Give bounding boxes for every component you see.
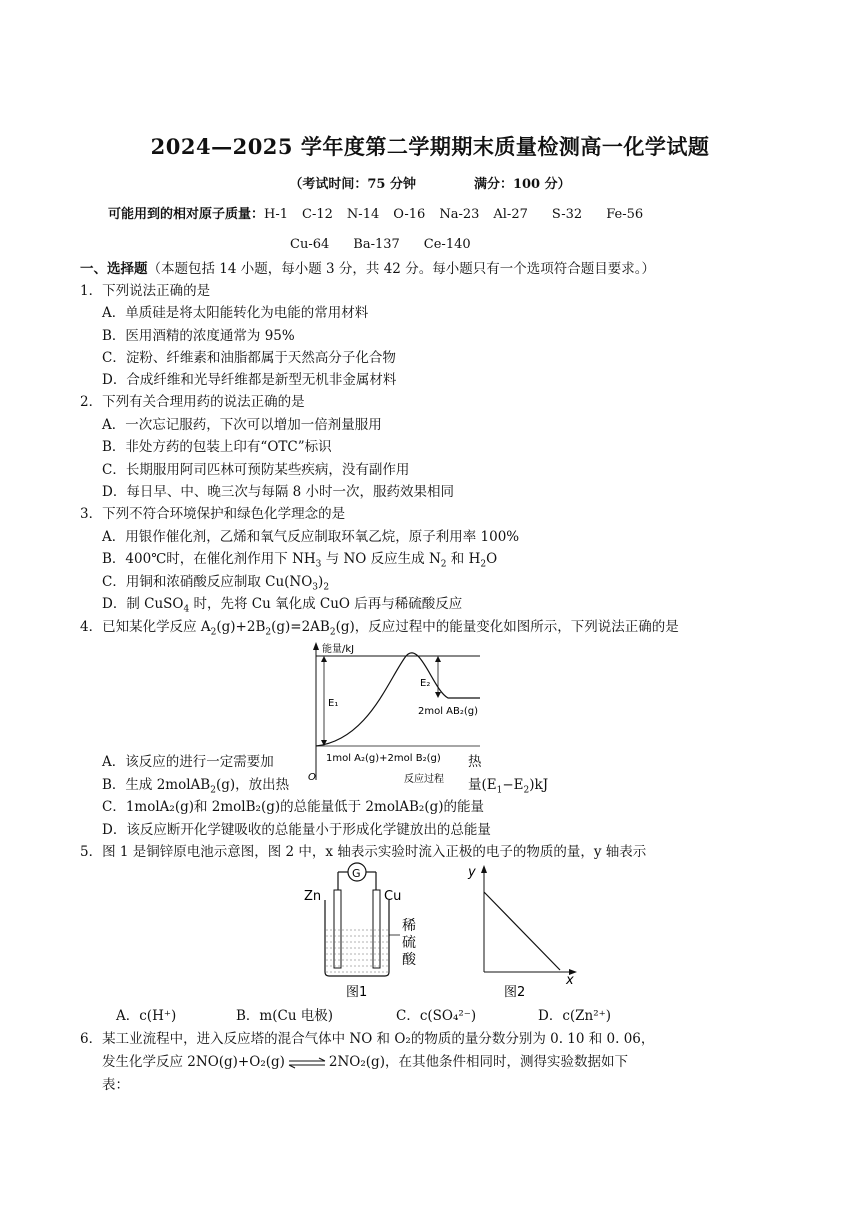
atom-mass: H-1 xyxy=(264,207,289,222)
atom-mass: S-32 xyxy=(551,207,583,222)
atom-mass: Ba-137 xyxy=(353,237,400,252)
q3-option-d: D．制 CuSO$_4$ 时，先将 Cu 氧化成 CuO 后再与稀硫酸反应 xyxy=(102,596,463,615)
origin-label: O xyxy=(308,772,316,783)
product-label: 2mol AB₂(g) xyxy=(418,706,479,717)
q3-option-a: A．用银作催化剂，乙烯和氧气反应制取环氧乙烷，原子利用率 100% xyxy=(102,529,520,545)
q1-option-a: A．单质硅是将太阳能转化为电能的常用材料 xyxy=(102,305,369,321)
zn-label: Zn xyxy=(304,889,322,904)
q5-stem: 5．图 1 是铜锌原电池示意图，图 2 中，x 轴表示实验时流入正极的电子的物质的量，y 轴表示 xyxy=(80,844,647,860)
atom-mass: Ce-140 xyxy=(423,237,471,252)
atom-mass: Cu-64 xyxy=(290,237,330,252)
atom-mass: O-16 xyxy=(393,207,426,222)
q1-option-d: D．合成纤维和光导纤维都是新型无机非金属材料 xyxy=(102,372,397,388)
atomic-masses-row1 xyxy=(108,203,657,222)
atomic-masses-row2 xyxy=(290,237,485,252)
fig2-y-label: y xyxy=(468,865,476,880)
atom-mass: N-14 xyxy=(346,207,380,222)
cu-label: Cu xyxy=(384,889,402,904)
q5-option-d: D．c(Zn²⁺) xyxy=(538,1008,612,1024)
equilibrium-arrow-icon xyxy=(287,1057,327,1069)
q2-option-a: A．一次忘记服药，下次可以增加一倍剂量服用 xyxy=(102,417,382,433)
galvanometer-label: G xyxy=(352,867,361,880)
atom-mass: Na-23 xyxy=(439,207,480,222)
e2-label: E₂ xyxy=(420,678,431,689)
exam-info xyxy=(0,173,860,192)
q5-option-c: C．c(SO₄²⁻) xyxy=(396,1008,477,1024)
exam-score: 满分：100 分） xyxy=(473,177,571,192)
q6-line-3: 表： xyxy=(102,1077,129,1093)
q1-option-b: B．医用酒精的浓度通常为 95% xyxy=(102,328,295,344)
q3-option-c: C．用铜和浓硝酸反应制取 $Cu(NO_3)_2$ xyxy=(102,574,330,593)
y-axis-label: 能量/kJ xyxy=(322,644,355,655)
q4-option-a: A．该反应的进行一定需要加 xyxy=(102,754,274,770)
q6-line-2: 发生化学反应 2NO(g)+O₂(g) 2NO₂(g)，在其他条件相同时，测得实验数据如下 xyxy=(102,1054,628,1070)
acid-label-2: 硫 xyxy=(402,935,416,951)
q2-option-b: B．非处方药的包装上印有“OTC”标识 xyxy=(102,439,332,455)
q3-option-b: B．400℃时，在催化剂作用下 $NH_3$ 与 NO 反应生成 $N_2$ 和 $H_2O$ xyxy=(102,551,498,570)
atom-mass: C-12 xyxy=(302,207,333,222)
q4-option-d: D．该反应断开化学键吸收的总能量小于形成化学键放出的总能量 xyxy=(102,822,491,838)
q2-option-d: D．每日早、中、晚三次与每隔 8 小时一次，服药效果相同 xyxy=(102,484,454,500)
section-title: 一、选择题 xyxy=(80,261,148,277)
section-desc: （本题包括 14 小题，每小题 3 分，共 42 分。每小题只有一个选项符合题目要求。） xyxy=(147,261,655,277)
q3-stem: 3．下列不符合环境保护和绿色化学理念的是 xyxy=(80,506,346,522)
q5-option-b: B．m(Cu 电极) xyxy=(236,1008,334,1024)
page-title: 2024—2025 学年度第二学期期末质量检测高一化学试题 xyxy=(150,134,710,159)
galvanic-cell-figure xyxy=(300,860,430,1000)
fig1-caption: 图1 xyxy=(346,985,368,1000)
q4-option-b: B．生成 2molAB$_2$(g)，放出热 xyxy=(102,777,290,796)
e1-label: E₁ xyxy=(328,698,339,709)
section-heading xyxy=(80,257,655,277)
q5-option-a: A．c(H⁺) xyxy=(116,1008,177,1024)
atom-mass: Al-27 xyxy=(493,207,528,222)
q4-option-a-tail: 热 xyxy=(468,754,482,770)
q1-option-c: C．淀粉、纤维素和油脂都属于天然高分子化合物 xyxy=(102,350,396,366)
acid-label-3: 酸 xyxy=(402,952,416,968)
fig2-caption: 图2 xyxy=(504,985,526,1000)
q1-stem: 1．下列说法正确的是 xyxy=(80,283,211,299)
q4-option-b-tail: 量$(E_1-E_2)kJ$ xyxy=(468,777,549,796)
graph-figure xyxy=(464,862,584,1002)
fig2-x-label: x xyxy=(566,973,574,988)
acid-label-1: 稀 xyxy=(402,918,416,934)
energy-diagram xyxy=(308,640,488,788)
q4-option-c: C．1molA₂(g)和 2molB₂(g)的总能量低于 2molAB₂(g)的能量 xyxy=(102,799,485,815)
x-axis-label: 反应过程 xyxy=(404,774,444,785)
exam-time: （考试时间：75 分钟 xyxy=(289,177,416,192)
reactant-label: 1mol A₂(g)+2mol B₂(g) xyxy=(326,753,441,764)
q2-stem: 2．下列有关合理用药的说法正确的是 xyxy=(80,394,305,410)
q2-option-c: C．长期服用阿司匹林可预防某些疾病，没有副作用 xyxy=(102,462,410,478)
q6-line-1: 6．某工业流程中，进入反应塔的混合气体中 NO 和 O₂的物质的量分数分别为 0. 10 和 0. 06， xyxy=(80,1031,655,1047)
atom-mass: Fe-56 xyxy=(606,207,644,222)
atomic-masses-label: 可能用到的相对原子质量： xyxy=(108,207,265,222)
q4-stem: 4．已知某化学反应 $A_2(g)+2B_2(g)=2AB_2(g)$，反应过程中的能量变化如图所示，下列说法正确的是 xyxy=(80,619,679,638)
